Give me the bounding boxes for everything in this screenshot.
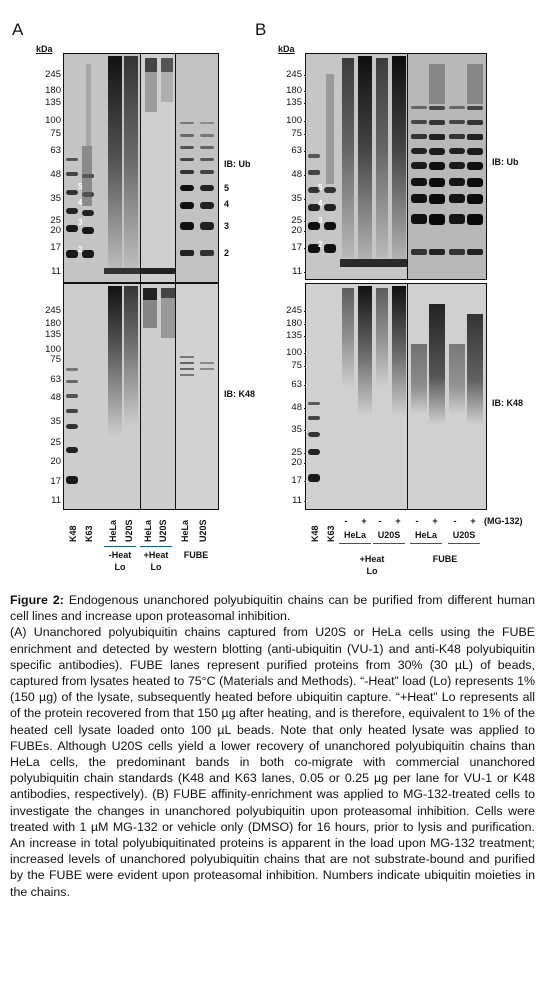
mw-marker: 180 xyxy=(286,318,302,329)
group-underline-a-plusheat xyxy=(140,546,172,547)
group-a-plusheat: +Heat xyxy=(143,550,169,560)
ib-k48-label-a: IB: K48 xyxy=(224,389,256,399)
mw-marker: 11 xyxy=(51,495,61,506)
moiety-a-5: 5 xyxy=(224,183,230,193)
blot-b-k48-load-image xyxy=(306,284,408,509)
group-a-minusheat: -Heat xyxy=(108,550,132,560)
caption-body: (A) Unanchored polyubiquitin chains captured from U20S or HeLa cells using the FUBE enrichment and detected by western blotting (anti-ubiquitin (VU-1) and anti-K48 polyubiquitin specific antibodies). FUBE lanes represent purified proteins from 30% (30 µL) of beads, captured from lysates heated to 75°C (Materials and Methods). “-Heat” load (Lo) represents 1% (150 µg) of the lysate, subsequently heated before ubiquitin capture. “+Heat” Lo represents all of the protein recovered from that 150 µg after heating, and is therefore, equivalent to 1% of the heated cell lysate loaded onto 100 µL beads. Note that only heated lysate was applied to FUBEs. Although U20S cells yield a lower recovery of unanchored polyubiquitin chains than HeLa cells, the predominant bands in both co-migrate with commercial unanchored polyubiquitin chain standards (K48 and K63 lanes, 0.05 or 0.25 µg per lane for VU-1 or K48 antibodies, respectively). (B) FUBE affinity-enrichment was applied to MG-132-treated cells to investigate the changes in unanchored polyubiquitin upon proteasomal inhibition. Cells were treated with 1 µM MG-132 or vehicle only (DMSO) for 16 hours, prior to lysis and purification. An increase in total polyubiquitinated proteins is apparent in the load upon MG-132 treatment; increased levels of unanchored polyubiquitin chains that are not substrate-bound and purified by the FUBE were evident upon proteasomal inhibition. Numbers indicate ubiquitin moieties in the chains. xyxy=(10,625,535,899)
mw-marker: 180 xyxy=(45,318,61,329)
blot-a-ub-standards xyxy=(63,53,143,283)
underline-b-load-hela xyxy=(339,543,371,544)
mw-marker: 17 xyxy=(50,242,61,253)
mw-marker: 35 xyxy=(291,193,302,204)
blot-b-k48-fube xyxy=(407,283,487,510)
mw-marker: 135 xyxy=(286,330,302,341)
moiety-a-std-4: 4 xyxy=(78,198,83,207)
mg132-b-4-minus: - xyxy=(453,516,457,526)
group-underline-a-minusheat xyxy=(104,546,136,547)
moiety-a-std-5: 5 xyxy=(78,182,83,191)
mw-marker: 245 xyxy=(45,69,61,80)
mg132-b-3-minus: - xyxy=(415,516,419,526)
kda-label-b: kDa xyxy=(278,44,295,54)
mw-marker: 245 xyxy=(286,305,302,316)
moiety-a-std-2: 2 xyxy=(78,245,83,254)
moiety-b-std-3: 3 xyxy=(318,216,323,225)
mw-marker: 11 xyxy=(292,266,302,277)
mw-marker: 25 xyxy=(291,447,302,458)
blot-a-k48-plusheat xyxy=(140,283,178,510)
group-a-minusheat-lo: Lo xyxy=(114,562,126,572)
panel-a-letter: A xyxy=(12,20,24,39)
mw-marker: 25 xyxy=(291,215,302,226)
underline-b-fube-hela xyxy=(410,543,442,544)
group-b-fube-u20s: U20S xyxy=(452,530,476,540)
group-a-plusheat-lo: Lo xyxy=(150,562,162,572)
blot-b-k48-load xyxy=(305,283,409,510)
mw-marker: 180 xyxy=(286,85,302,96)
ib-ub-label-a: IB: Ub xyxy=(224,159,251,169)
ib-k48-label-b: IB: K48 xyxy=(492,398,524,408)
mg132-b-1-plus: + xyxy=(361,516,367,526)
moiety-a-std-3: 3 xyxy=(78,218,83,227)
group-b-load-hela: HeLa xyxy=(343,530,366,540)
mw-marker: 75 xyxy=(50,354,61,365)
mw-marker: 75 xyxy=(291,360,302,371)
lane-a-hela-1: HeLa xyxy=(108,519,118,542)
mw-marker: 75 xyxy=(291,128,302,139)
blot-a-k48-fube-image xyxy=(176,284,218,509)
mw-marker: 20 xyxy=(291,457,302,468)
mw-marker: 25 xyxy=(50,437,61,448)
moiety-a-4: 4 xyxy=(224,199,230,209)
moiety-a-2: 2 xyxy=(224,248,230,258)
mw-marker: 135 xyxy=(45,97,61,108)
blot-b-ub-fube xyxy=(407,53,487,280)
group-a-fube: FUBE xyxy=(183,550,209,560)
mw-marker: 63 xyxy=(50,374,61,385)
mg132-b-1-minus: - xyxy=(344,516,348,526)
caption-title-text: Endogenous unanchored polyubiquitin chains can be purified from different human cell lines and increase upon proteasomal inhibition. xyxy=(10,593,535,624)
blot-b-k48-fube-image xyxy=(408,284,486,509)
mw-marker: 17 xyxy=(291,475,302,486)
lane-a-u20s-1: U20S xyxy=(124,519,134,542)
kda-label-a: kDa xyxy=(36,44,53,54)
blot-a-k48-standards xyxy=(63,283,143,510)
mw-marker: 35 xyxy=(291,424,302,435)
blot-a-ub-standards-image xyxy=(64,54,142,282)
ib-ub-label-b: IB: Ub xyxy=(492,157,519,167)
blot-a-k48-fube xyxy=(175,283,219,510)
mw-marker: 48 xyxy=(291,402,302,413)
mw-marker: 20 xyxy=(50,225,61,236)
mw-marker: 135 xyxy=(45,329,61,340)
underline-b-load-u20s xyxy=(373,543,405,544)
mw-marker: 100 xyxy=(286,347,302,358)
lane-a-hela-3: HeLa xyxy=(180,519,190,542)
mw-marker: 35 xyxy=(50,416,61,427)
lane-b-k48: K48 xyxy=(310,525,320,542)
mg132-label: (MG-132) xyxy=(484,516,523,526)
blot-a-k48-standards-image xyxy=(64,284,142,509)
mg132-b-3-plus: + xyxy=(432,516,438,526)
group-b-lo: Lo xyxy=(366,566,378,576)
mw-marker: 20 xyxy=(50,456,61,467)
caption-title: Figure 2: xyxy=(10,593,64,607)
mw-marker: 48 xyxy=(291,169,302,180)
mw-marker: 100 xyxy=(45,115,61,126)
group-b-plusheat: +Heat xyxy=(359,554,385,564)
moiety-a-3: 3 xyxy=(224,221,230,231)
mw-marker: 100 xyxy=(45,344,61,355)
mw-marker: 63 xyxy=(291,379,302,390)
mw-marker: 245 xyxy=(45,305,61,316)
group-b-fube-hela: HeLa xyxy=(414,530,437,540)
blot-a-k48-plusheat-image xyxy=(141,284,177,509)
blot-a-ub-fube xyxy=(175,53,219,283)
mw-marker: 135 xyxy=(286,97,302,108)
blot-a-ub-plusheat xyxy=(140,53,178,283)
mw-marker: 17 xyxy=(291,242,302,253)
mw-marker: 48 xyxy=(50,169,61,180)
mg132-b-4-plus: + xyxy=(470,516,476,526)
caption-title-line xyxy=(10,592,535,624)
mw-marker: 245 xyxy=(286,69,302,80)
figure-caption xyxy=(10,592,535,900)
group-b-load-u20s: U20S xyxy=(377,530,401,540)
moiety-b-std-5: 5 xyxy=(318,183,323,192)
group-b-fube: FUBE xyxy=(432,554,458,564)
underline-b-fube-u20s xyxy=(448,543,480,544)
lane-a-k48: K48 xyxy=(68,525,78,542)
moiety-b-std-4: 4 xyxy=(318,199,323,208)
mw-marker: 35 xyxy=(50,193,61,204)
blot-a-ub-plusheat-image xyxy=(141,54,177,282)
lane-a-hela-2: HeLa xyxy=(143,519,153,542)
moiety-b-std-2: 2 xyxy=(318,240,323,249)
blot-b-ub-fube-image xyxy=(408,54,486,279)
mw-marker: 63 xyxy=(50,145,61,156)
mg132-b-2-minus: - xyxy=(378,516,382,526)
mw-marker: 180 xyxy=(45,85,61,96)
mw-marker: 75 xyxy=(50,128,61,139)
panel-b-letter: B xyxy=(255,20,267,39)
mw-marker: 11 xyxy=(292,495,302,506)
lane-a-u20s-3: U20S xyxy=(198,519,208,542)
mw-marker: 20 xyxy=(291,225,302,236)
lane-a-u20s-2: U20S xyxy=(158,519,168,542)
mw-marker: 25 xyxy=(50,215,61,226)
mw-marker: 17 xyxy=(50,476,61,487)
mg132-b-2-plus: + xyxy=(395,516,401,526)
mw-marker: 63 xyxy=(291,145,302,156)
lane-b-k63: K63 xyxy=(326,525,336,542)
lane-a-k63: K63 xyxy=(84,525,94,542)
mw-marker: 11 xyxy=(51,266,61,277)
mw-marker: 48 xyxy=(50,392,61,403)
blot-a-ub-fube-image xyxy=(176,54,218,282)
mw-marker: 100 xyxy=(286,115,302,126)
